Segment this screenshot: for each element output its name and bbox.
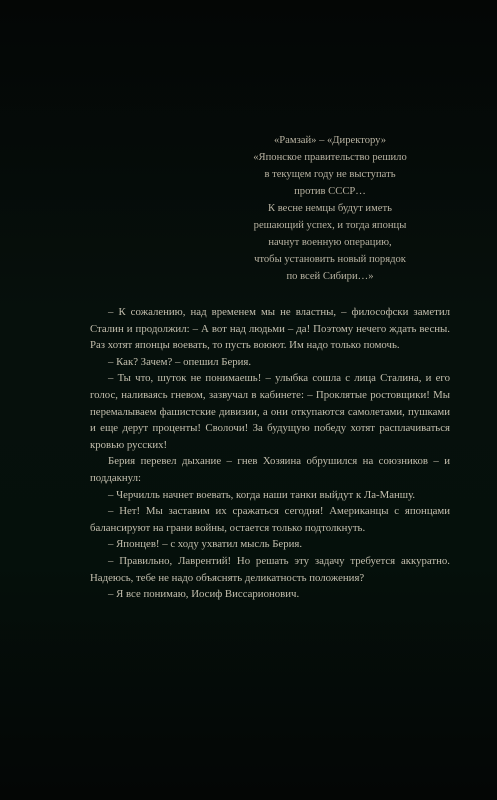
epigraph-line: по всей Сибири…»: [286, 271, 374, 282]
epigraph-line: решающий успех, и тогда японцы: [253, 220, 407, 231]
epigraph-line: «Японское правительство решило: [253, 152, 407, 163]
paragraph: Берия перевел дыхание – гнев Хозяина обрушился на союзников – и поддакнул:: [90, 455, 450, 484]
epigraph-line: в текущем году не выступать: [264, 169, 396, 180]
epigraph-line: «Рамзай» – «Директору»: [273, 135, 387, 146]
paragraph: – Нет! Мы заставим их сражаться сегодня! Американцы с японцами балансируют на грани войны, остается только подтолкнуть.: [90, 505, 450, 534]
paragraph: – Правильно, Лаврентий! Но решать эту задачу требуется аккуратно. Надеюсь, тебе не надо объяснять деликатность положения?: [90, 554, 450, 584]
epigraph-line: К весне немцы будут иметь: [268, 203, 392, 214]
paragraph: – К сожалению, над временем мы не властны, – философски заметил Сталин и продолжил: – А вот над людьми – да! Поэтому нечего ждать весны. Раз хотят японцы воевать, то пусть воюют. Им надо только помочь.: [90, 306, 450, 352]
paragraph: – Как? Зачем? – опешил Берия.: [108, 355, 252, 368]
paragraph: – Японцев! – с ходу ухватил мысль Берия.: [108, 538, 303, 551]
main-text: [90, 304, 450, 603]
epigraph-line: против СССР…: [294, 186, 366, 197]
epigraph-line: начнут военную операцию,: [268, 237, 392, 248]
epigraph: [205, 132, 455, 285]
paragraph: – Ты что, шуток не понимаешь! – улыбка сошла с лица Сталина, и его голос, наливаясь гневом, зазвучал в кабинете: – Проклятые ростовщики! Мы перемалываем фашистские дивизии, а они откупаются самолетами, пушками и еще дерут проценты! Сволочи! За будущую победу хотят расплачиваться кровью русских!: [90, 372, 450, 451]
epigraph-line: чтобы установить новый порядок: [254, 254, 406, 265]
paragraph: – Черчилль начнет воевать, когда наши танки выйдут к Ла-Маншу.: [108, 488, 416, 501]
paragraph: – Я все понимаю, Иосиф Виссарионович.: [108, 588, 300, 601]
